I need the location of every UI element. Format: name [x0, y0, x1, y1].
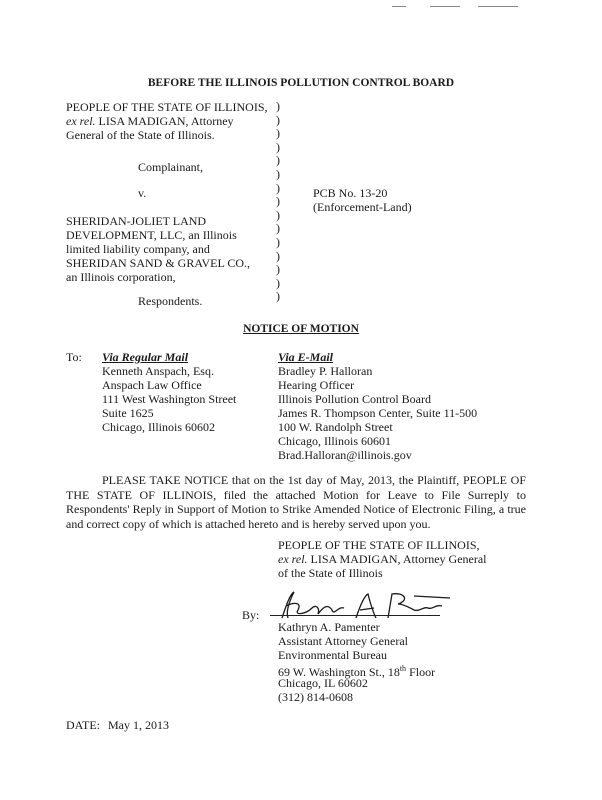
respondent-line: DEVELOPMENT, LLC, an Illinois	[66, 228, 237, 242]
respondent-role: Respondents.	[138, 294, 203, 308]
signer-line: Kathryn A. Pamenter	[278, 620, 380, 634]
date-value: May 1, 2013	[108, 718, 169, 732]
respondent-line: SHERIDAN SAND & GRAVEL CO.,	[66, 256, 251, 270]
respondent-line: limited liability company, and	[66, 242, 210, 256]
signer-line: Chicago, IL 60602	[278, 676, 368, 690]
paren: )	[276, 221, 280, 236]
date-label: DATE:	[66, 718, 100, 732]
recipient-line: 100 W. Randolph Street	[278, 420, 393, 434]
paren: )	[276, 153, 280, 168]
caption-parentheses	[276, 100, 286, 304]
signer-block	[278, 620, 435, 704]
by-label: By:	[242, 608, 260, 622]
paren: )	[276, 207, 280, 222]
paren: )	[276, 275, 280, 290]
complainant-line: General of the State of Illinois.	[66, 128, 215, 142]
scan-mark	[430, 6, 460, 7]
signer-line: Assistant Attorney General	[278, 634, 408, 648]
document-heading: BEFORE THE ILLINOIS POLLUTION CONTROL BOARD	[147, 77, 455, 89]
scan-mark	[392, 6, 406, 7]
recipient-line: Anspach Law Office	[102, 378, 202, 392]
recipient-line: Chicago, Illinois 60602	[102, 420, 215, 434]
to-label: To:	[66, 350, 82, 364]
paren: )	[276, 262, 280, 277]
case-number: PCB No. 13-20	[313, 186, 388, 200]
recipient-email: Brad.Halloran@illinois.gov	[278, 448, 412, 462]
recipient-line: Bradley P. Halloran	[278, 364, 373, 378]
paren: )	[276, 234, 280, 249]
paren: )	[276, 166, 280, 181]
complainant-role: Complainant,	[138, 160, 203, 174]
complainant-line: PEOPLE OF THE STATE OF ILLINOIS,	[66, 100, 268, 114]
party-line: PEOPLE OF THE STATE OF ILLINOIS,	[278, 538, 480, 552]
party-line: ex rel. LISA MADIGAN, Attorney General	[278, 552, 487, 566]
recipient-line: 111 West Washington Street	[102, 392, 237, 406]
recipient-line: Hearing Officer	[278, 378, 355, 392]
paren: )	[276, 289, 280, 304]
paren: )	[276, 126, 280, 141]
recipient-line: Suite 1625	[102, 406, 154, 420]
paren: )	[276, 194, 280, 209]
signer-phone: (312) 814-0608	[278, 690, 353, 704]
scan-mark	[478, 6, 518, 7]
versus: v.	[138, 186, 147, 200]
signer-address: 69 W. Washington St., 18th Floor	[278, 664, 436, 679]
signature-party	[278, 538, 487, 580]
paren: )	[276, 112, 280, 127]
recipient-left	[102, 350, 236, 434]
respondent-line: an Illinois corporation,	[66, 270, 176, 284]
delivery-method: Via E-Mail	[278, 350, 334, 364]
delivery-method: Via Regular Mail	[102, 350, 189, 364]
respondent-line: SHERIDAN-JOLIET LAND	[66, 214, 207, 228]
signer-line: Environmental Bureau	[278, 648, 387, 662]
notice-body: PLEASE TAKE NOTICE that on the 1st day of May, 2013, the Plaintiff, PEOPLE OF THE STATE OF ILLINOIS, filed the attached Motion for Leave to File Surreply to Respondents' Reply in Support of Motion to Strike Amended Notice of Electronic Filing, a true and correct copy of which is attached hereto and is hereby served upon you.	[66, 473, 526, 531]
paren: )	[276, 99, 280, 113]
respondents-block	[66, 214, 250, 284]
paren: )	[276, 139, 280, 154]
handwritten-signature	[264, 588, 454, 624]
recipient-line: Kenneth Anspach, Esq.	[102, 364, 214, 378]
paren: )	[276, 180, 280, 195]
notice-title: NOTICE OF MOTION	[243, 323, 359, 335]
case-type: (Enforcement-Land)	[313, 200, 412, 214]
party-line: of the State of Illinois	[278, 566, 383, 580]
signature-line	[270, 615, 440, 616]
recipient-right	[278, 350, 477, 462]
caption-left	[66, 100, 268, 142]
complainant-line: ex rel. LISA MADIGAN, Attorney	[66, 114, 234, 128]
recipient-line: Illinois Pollution Control Board	[278, 392, 432, 406]
recipient-line: Chicago, Illinois 60601	[278, 434, 391, 448]
recipient-line: James R. Thompson Center, Suite 11-500	[278, 406, 478, 420]
paren: )	[276, 248, 280, 263]
